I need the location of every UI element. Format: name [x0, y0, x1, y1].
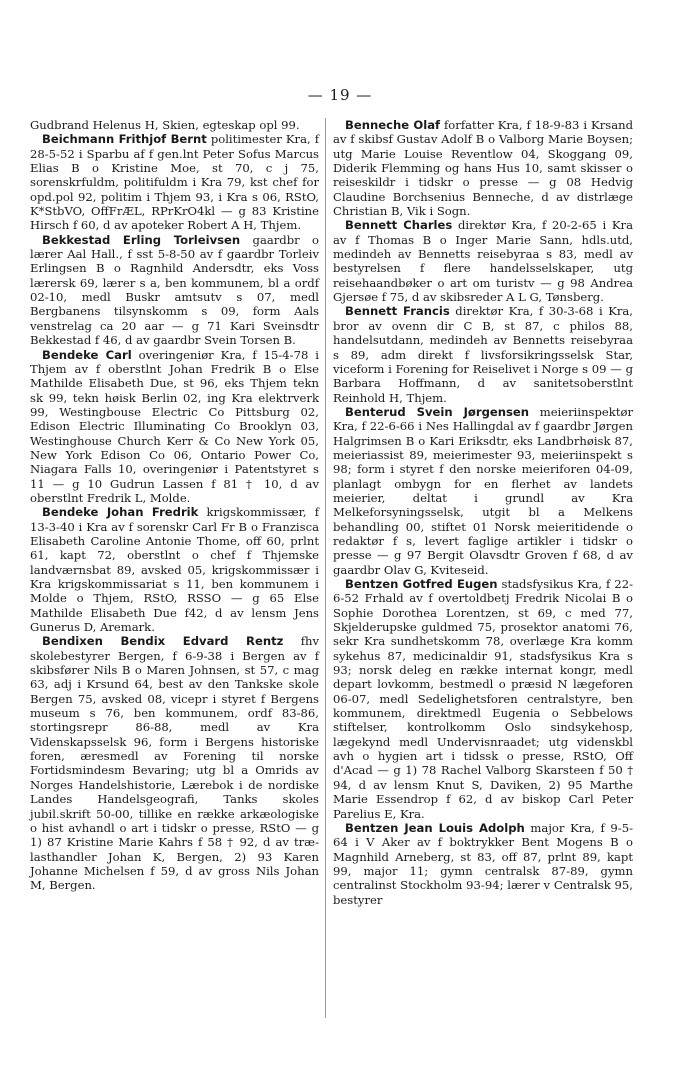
- entry-text: direktør Kra, f 30-3-68 i Kra, bror av ovenn dir C B, st 87, c philos 88, handelsutdann, medindeh av Bennetts reisebyraa s 89, adm direkt f livsforsikringsselsk Star, viceform i Forening for Reiselivet i Norge s 09 — g Barbara Hoffmann, d av sanitetsoberstlnt Reinhold H, Thjem.: [333, 304, 633, 405]
- biography-entry: [30, 348, 319, 506]
- entry-name: Bendeke Johan Fredrik: [42, 505, 199, 520]
- entry-name: Beichmann Frithjof Bernt: [42, 132, 207, 147]
- biography-entry: [333, 304, 633, 404]
- entry-text: stadsfysikus Kra, f 22-6-52 Frhald av f overtoldbetj Fredrik Nicolai B o Sophie Dorothea Lorentzen, st 69, c med 77, Skjelderupske guldmed 75, prosektor anatomi 76, sekr Kra sundhetskomm 78, overlæge Kra komm sykehus 87, medicinaldir 91, stadsfysikus Kra s 93; norsk deleg en række internat kongr, medl depart lovkomm, bestmedl o præsid N lægeforen 06-07, medl Sedelighetsforen centralstyre, ben kommunem, direktmedl Eugenia o Sebbelows stiftelser, kontrolkomm Oslo sindsykehosp, lægekynd medl Undervisnraadet; utg videnskbl avh o hygien art i tidssk o presse, RStO, Off d'Acad — g 1) 78 Rachel Valborg Skarsteen f 50 † 94, d av lensm Knut S, Daviken, 2) 95 Marthe Marie Essendrop f 62, d av biskop Carl Peter Parelius E, Kra.: [333, 577, 633, 821]
- right-column: [333, 118, 633, 907]
- entry-text: gaardbr o lærer Aal Hall., f sst 5-8-50 av f gaardbr Torleiv Erlingsen B o Ragnhild Andersdtr, eks Voss lærersk 69, lærer s a, ben kommunem, bl a ordf 02-10, medl Buskr amtsutv s 07, medl Bergbanens tilsynskomm s 09, form Aals venstrelag ca 20 aar — g 71 Kari Sveinsdtr Bekkestad f 46, d av gaardbr Svein Torsen B.: [30, 232, 320, 348]
- column-divider: [325, 118, 326, 1018]
- entry-text: krigskommissær, f 13-3-40 i Kra av f sorenskr Carl Fr B o Franzisca Elisabeth Caroline Antonie Thome, off 60, prlnt 61, kapt 72, oberstlnt o chef f Thjemske landværnsbat 89, avsked 05, krigskommissær i Kra krigskommissariat s 11, ben kommunem i Molde o Thjem, RStO, RSSO — g 65 Else Mathilde Elisabeth Due f42, d av lensm Jens Gunerus D, Aremark.: [30, 505, 319, 635]
- entry-name: Benneche Olaf: [345, 118, 441, 132]
- entry-text: politimester Kra, f 28-5-52 i Sparbu af f gen.lnt Peter Sofus Marcus Elias B o Kristine Moe, st 70, c j 75, sorenskrfuldm, politifuldm i Kra 79, kst chef for opd.pol 92, politim i Thjem 93, i Kra s 06, RStO, K*StbVO, OffFrÆL, RPrKrO4kl — g 83 Kristine Hirsch f 60, d av apoteker Robert A H, Thjem.: [30, 132, 319, 233]
- biography-entry: [30, 505, 319, 634]
- entry-name: Bennett Charles: [345, 218, 453, 233]
- biography-entry: [333, 405, 633, 577]
- entry-name: Bekkestad Erling Torleivsen: [42, 232, 241, 247]
- biography-entry: [30, 118, 319, 132]
- biography-entry: [30, 634, 319, 892]
- entry-text: meieriinspektør Kra, f 22-6-66 i Nes Hallingdal av f gaardbr Jørgen Halgrimsen B o Kari Eriksdtr, eks Landbrhøisk 87, meieriassist 89, meierimester 93, meieriinspekt s 98; form i styret f den norske meieriforen 04-09, planlagt ombygn for en flerhet av landets meierier, deltat i grundl av Kra Melkeforsyningsselsk, utgit bl a Melkens behandling 00, stiftet 01 Norsk meieritidende o redaktør f s, levert faglige artikler i tidskr o presse — g 97 Bergit Olavsdtr Groven f 68, d av gaardbr Olav G, Kviteseid.: [333, 404, 633, 577]
- entry-name: Bendeke Carl: [42, 347, 132, 362]
- entry-name: Bendixen Bendix Edvard Rentz: [42, 634, 284, 649]
- entry-text: forfatter Kra, f 18-9-83 i Krsand av f skibsf Gustav Adolf B o Valborg Marie Boysen; utg Marie Louise Reventlow 04, Skoggang 09, Diderik Flemming og hans Hus 10, samt skisser o reiseskildr i tidskr o presse — g 08 Hedvig Claudine Borchsenius Benneche, d av distrlæge Christian B, Vik i Sogn.: [333, 118, 633, 219]
- left-column: [30, 118, 319, 893]
- entry-text: major Kra, f 9-5-64 i V Aker av f boktrykker Bent Mogens B o Magnhild Arneberg, st 83, off 87, prlnt 89, kapt 99, major 11; gymn centralsk 87-89, gymn centralinst Stockholm 93-94; lærer v Centralsk 95, bestyrer: [333, 820, 633, 907]
- entry-text: Gudbrand Helenus H, Skien, egteskap opl 99.: [30, 118, 300, 132]
- biography-entry: [333, 577, 633, 821]
- entry-name: Benterud Svein Jørgensen: [345, 404, 530, 419]
- biography-entry: [30, 132, 319, 232]
- entry-name: Bennett Francis: [345, 304, 450, 319]
- entry-text: overingeniør Kra, f 15-4-78 i Thjem av f oberstlnt Johan Fredrik B o Else Mathilde Elisabeth Due, st 96, eks Thjem tekn sk 99, tekn høisk Berlin 02, ing Kra elektrverk 99, Westingbouse Electric Co Pittsburg 02, Edison Electric Illuminating Co Brooklyn 03, Westinghouse Church Kerr & Co New York 05, New York Edison Co 06, Ontario Power Co, Niagara Falls 10, overingeniør i Patentstyret s 11 — g 10 Gudrun Lassen f 81 † 10, d av oberstlnt Fredrik L, Molde.: [30, 347, 319, 505]
- entry-name: Bentzen Jean Louis Adolph: [345, 820, 525, 835]
- biography-entry: [333, 118, 633, 218]
- page-number: — 19 —: [307, 86, 373, 104]
- biography-entry: [333, 218, 633, 304]
- biography-entry: [333, 821, 633, 907]
- entry-name: Bentzen Gotfred Eugen: [345, 577, 498, 591]
- entry-text: direktør Kra, f 20-2-65 i Kra av f Thomas B o Inger Marie Sann, hdls.utd, medindeh av Bennetts reisebyraa s 83, medl av bestyrelsen f flere handelsselskaper, utg reisehaandbøker o art om turistv — g 98 Andrea Gjersøe f 75, d av skibsreder A L G, Tønsberg.: [333, 218, 634, 305]
- entry-text: fhv skolebestyrer Bergen, f 6-9-38 i Bergen av f skibsfører Nils B o Maren Johnsen, st 57, c mag 63, adj i Krsund 64, best av den Tankske skole Bergen 75, avsked 08, vicepr i styret f Bergens museum s 76, ben kommunem, ordf 83-86, stortingsrepr 86-88, medl av Kra Videnskapsselsk 96, form i Bergens historiske foren, æresmedl av Forening til norske Fortidsmindesm Bevaring; utg bl a Omrids av Norges Handelshistorie, Lærebok i de nordiske Landes Handelsgeografi, Tanks skoles jubil.skrift 50-00, tillike en række arkæologiske o hist avhandl o art i tidskr o presse, RStO — g 1) 87 Kristine Marie Kahrs f 58 † 92, d av træ-lasthandler Johan K, Bergen, 2) 93 Karen Johanne Michelsen f 59, d av gross Nils Johan M, Bergen.: [30, 634, 320, 893]
- biography-entry: [30, 233, 319, 348]
